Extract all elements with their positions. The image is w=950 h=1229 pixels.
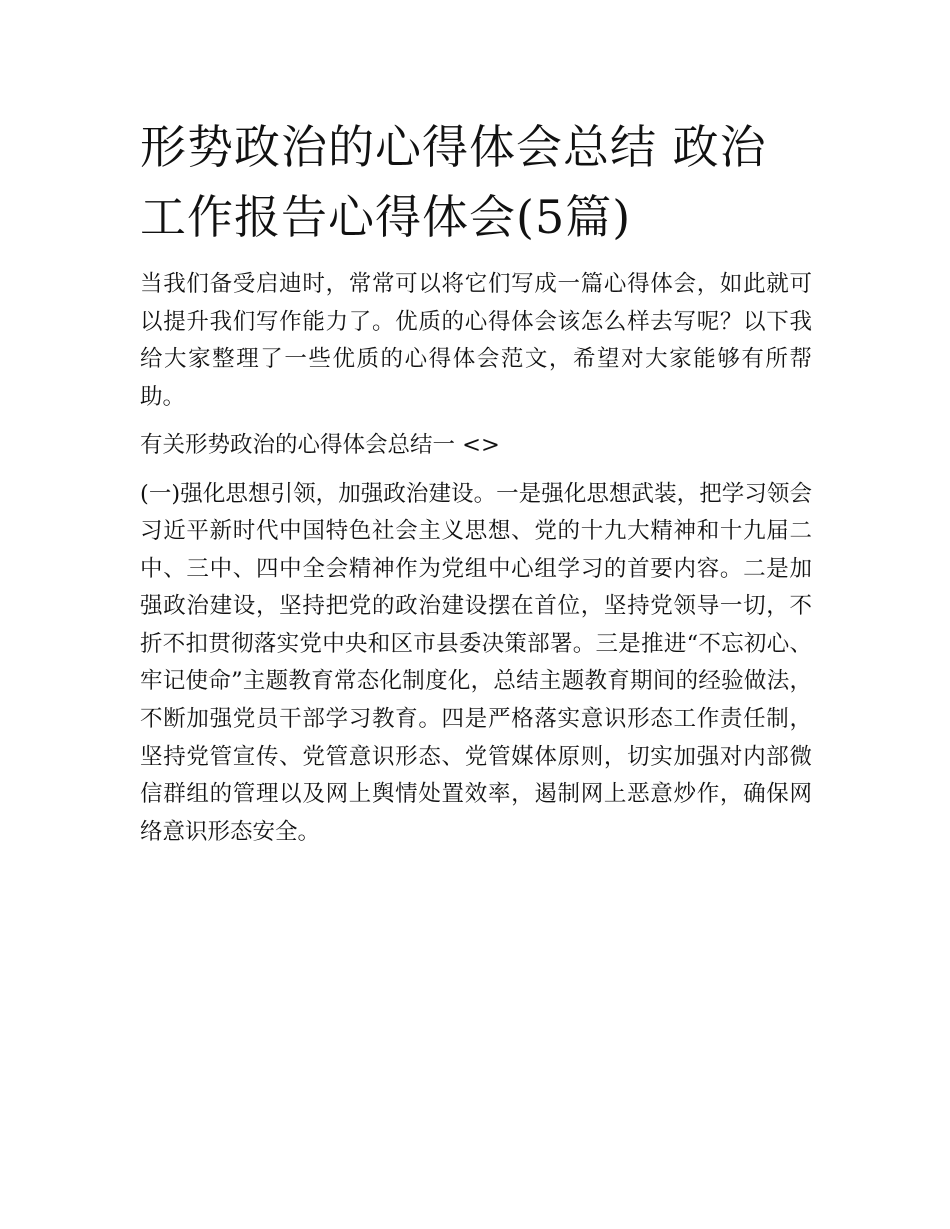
body-paragraph: (一)强化思想引领，加强政治建设。一是强化思想武装，把学习领会习近平新时代中国特色社会主义思想、党的十九大精神和十九届二中、三中、四中全会精神作为党组中心组学习的首要内容。二是加强政治建设，坚持把党的政治建设摆在首位，坚持党领导一切，不折不扣贯彻落实党中央和区市县委决策部署。三是推进“不忘初心、牢记使命”主题教育常态化制度化，总结主题教育期间的经验做法，不断加强党员干部学习教育。四是严格落实意识形态工作责任制，坚持党管宣传、党管意识形态、党管媒体原则，切实加强对内部微信群组的管理以及网上舆情处置效率，遏制网上恶意炒作，确保网络意识形态安全。 <box>140 480 812 845</box>
intro-paragraph: 当我们备受启迪时，常常可以将它们写成一篇心得体会，如此就可以提升我们写作能力了。优质的心得体会该怎么样去写呢？以下我给大家整理了一些优质的心得体会范文，希望对大家能够有所帮助。 <box>140 271 812 410</box>
document-content <box>140 112 812 851</box>
document-title: 形势政治的心得体会总结 政治工作报告心得体会(5篇) <box>140 120 767 244</box>
section-heading: 有关形势政治的心得体会总结一 <> <box>140 432 500 458</box>
